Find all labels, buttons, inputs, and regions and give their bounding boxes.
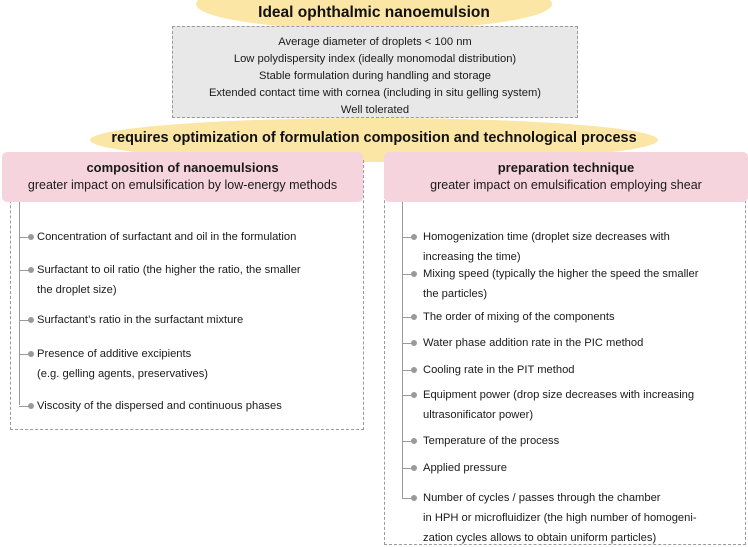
right-list-item: ultrasonificator power) xyxy=(423,409,534,421)
right-list-item: Applied pressure xyxy=(423,462,507,474)
right-header-title: preparation technique xyxy=(497,160,635,175)
left-item-connector xyxy=(19,270,29,271)
page-title: Ideal ophthalmic nanoemulsion xyxy=(258,4,490,21)
right-list-item: in HPH or microfluidizer (the high number of homogeni- xyxy=(423,512,697,524)
property-5: Well tolerated xyxy=(340,104,410,116)
left-list-item: Surfactant’s ratio in the surfactant mixture xyxy=(37,314,244,326)
left-list-item: Surfactant to oil ratio (the higher the ratio, the smaller xyxy=(37,264,301,276)
right-list-item: the particles) xyxy=(423,288,488,300)
right-item-connector xyxy=(402,317,412,318)
left-list-item: Presence of additive excipients xyxy=(37,348,192,360)
property-1: Average diameter of droplets < 100 nm xyxy=(278,36,472,48)
left-item-connector xyxy=(19,354,29,355)
right-panel xyxy=(384,160,746,545)
right-item-connector xyxy=(402,237,412,238)
left-header-subtitle: greater impact on emulsification by low-energy methods xyxy=(27,178,338,192)
left-item-connector xyxy=(19,320,29,321)
right-header-subtitle: greater impact on emulsification employing shear xyxy=(430,178,702,192)
right-list-item: Temperature of the process xyxy=(423,435,560,447)
right-list-item: The order of mixing of the components xyxy=(423,311,615,323)
left-list-item: Concentration of surfactant and oil in the formulation xyxy=(37,231,297,243)
right-list-item: Mixing speed (typically the higher the speed the smaller xyxy=(423,268,699,280)
right-list-item: zation cycles allows to obtain uniform particles) xyxy=(423,532,657,544)
right-item-connector xyxy=(402,468,412,469)
right-item-connector xyxy=(402,343,412,344)
left-item-connector xyxy=(19,406,29,407)
right-item-connector xyxy=(402,274,412,275)
right-item-connector xyxy=(402,441,412,442)
right-list-item: increasing the time) xyxy=(423,251,521,263)
ideal-properties-box xyxy=(172,26,578,118)
left-header-title: composition of nanoemulsions xyxy=(86,160,279,175)
right-connector-line xyxy=(402,202,403,498)
right-list-item: Equipment power (drop size decreases with increasing xyxy=(423,389,695,401)
property-3: Stable formulation during handling and storage xyxy=(259,70,491,82)
left-header xyxy=(2,152,363,202)
right-list-item: Number of cycles / passes through the chamber xyxy=(423,492,661,504)
right-item-connector xyxy=(402,370,412,371)
right-list-item: Water phase addition rate in the PIC method xyxy=(423,337,644,349)
left-list-item: Viscosity of the dispersed and continuous phases xyxy=(37,400,282,412)
right-header xyxy=(384,152,748,202)
right-list-item: Homogenization time (droplet size decreases with xyxy=(423,231,670,243)
property-2: Low polydispersity index (ideally monomodal distribution) xyxy=(233,53,517,65)
right-item-connector xyxy=(402,498,412,499)
left-list-item: (e.g. gelling agents, preservatives) xyxy=(37,368,209,380)
property-4: Extended contact time with cornea (including in situ gelling system) xyxy=(208,87,542,99)
left-connector-line xyxy=(19,202,20,405)
right-list-item: Cooling rate in the PIT method xyxy=(423,364,575,376)
requirement-title: requires optimization of formulation composition and technological process xyxy=(111,130,637,146)
left-item-connector xyxy=(19,237,29,238)
left-list-item: the droplet size) xyxy=(37,284,117,296)
right-item-connector xyxy=(402,395,412,396)
